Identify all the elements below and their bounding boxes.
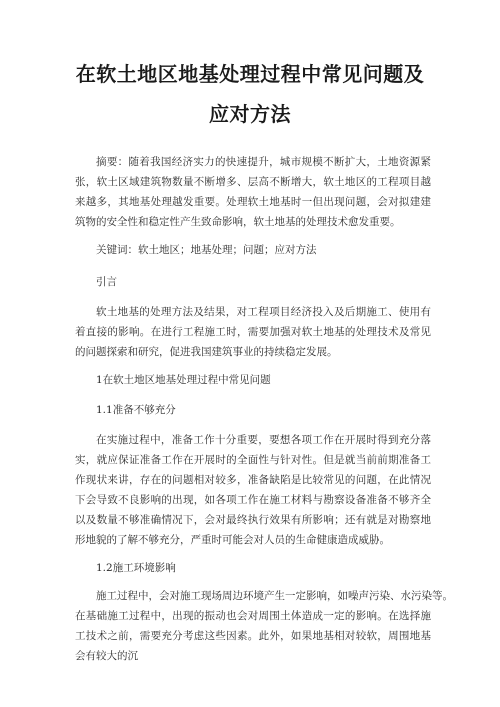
abstract-paragraph: 摘要：随着我国经济实力的快速提升，城市规模不断扩大，土地资源紧张，软土区域建筑物数量不断增多、层高不断增大，软土地区的工程项目越来越多，其地基处理越发重要。处理软土地基时一但出现问题，会对拟建建筑物的安全性和稳定性产生致命影响，软土地基的处理技术愈发重要。 xyxy=(75,156,431,228)
section-1-heading: 1在软土地区地基处理过程中常见问题 xyxy=(96,374,271,386)
section-1-1-paragraph: 在实施过程中，准备工作十分重要，要想各项工作在开展时得到充分落实，就应保证准备工作在开展时的全面性与针对性。但是就当前前期准备工作现状来讲，存在的问题相对较多，准备缺陷是比较常见的问题，在此情况下会导致不良影响的出现，如各项工作在施工材料与勘察设备准备不够齐全以及数量不够准确情况下，会对最终执行效果有所影响；还有就是对勘察地形地貌的了解不够充分，严重时可能会对人员的生命健康造成威胁。 xyxy=(75,434,431,546)
section-1-1-heading: 1.1准备不够充分 xyxy=(96,404,176,416)
keywords-line: 关键词：软土地区；地基处理；问题；应对方法 xyxy=(96,244,317,256)
document-title-line-2: 应对方法 xyxy=(209,102,291,126)
section-1-2-first-line: 施工过程中，会对施工现场周边环境产生一定影响，如噪声污染、水污染等。 xyxy=(96,590,453,602)
section-1-2-heading: 1.2施工环境影响 xyxy=(96,562,176,574)
intro-heading: 引言 xyxy=(96,276,117,288)
section-1-2-paragraph: 在基础施工过程中，出现的振动也会对周围土体造成一定的影响。在选择施工技术之前，需要充分考虑这些因素。此外，如果地基相对较软，周围地基会有较大的沉 xyxy=(75,610,431,662)
document-title-line-1: 在软土地区地基处理过程中常见问题及 xyxy=(75,62,425,86)
intro-paragraph: 软土地基的处理方法及结果，对工程项目经济投入及后期施工、使用有着直接的影响。在进行工程施工时，需要加强对软土地基的处理技术及常见的问题探索和研究，促进我国建筑事业的持续稳定发展。 xyxy=(75,306,431,358)
